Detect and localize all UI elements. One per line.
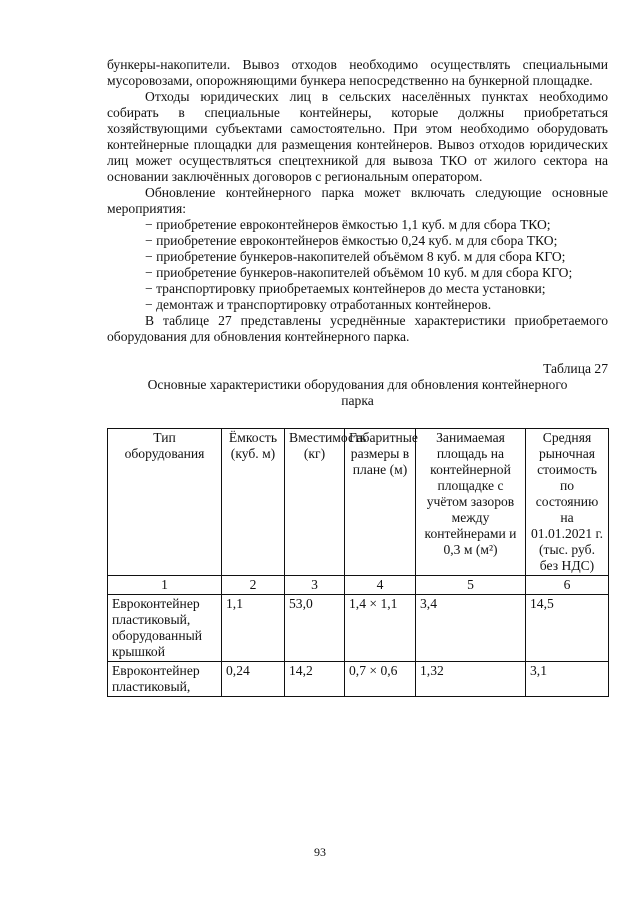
equipment-table	[107, 428, 609, 697]
table-cell: Евроконтейнер пластиковый,	[108, 662, 222, 697]
list-item: − приобретение евроконтейнеров ёмкостью 0,24 куб. м для сбора ТКО;	[145, 233, 558, 248]
table-cell: 0,24	[222, 662, 285, 697]
table-cell: Евроконтейнер пластиковый, оборудованный крышкой	[108, 595, 222, 662]
table-caption-number: Таблица 27	[543, 361, 608, 376]
list-item: − приобретение евроконтейнеров ёмкостью 1,1 куб. м для сбора ТКО;	[145, 217, 551, 232]
column-number: 5	[416, 576, 526, 595]
header-dimensions: Габаритные размеры в плане (м)	[345, 429, 416, 576]
header-type: Тип оборудования	[108, 429, 222, 576]
table-row	[108, 662, 609, 697]
column-number: 6	[526, 576, 609, 595]
column-number: 1	[108, 576, 222, 595]
table-cell: 14,5	[526, 595, 609, 662]
paragraph-1: бункеры-накопители. Вывоз отходов необходимо осуществлять специальными мусоровозами, опорожняющими бункера непосредственно на бункерной площадке.	[107, 57, 608, 88]
paragraph-3: Обновление контейнерного парка может включать следующие основные мероприятия:	[107, 185, 608, 216]
table-row	[108, 595, 609, 662]
paragraph-2: Отходы юридических лиц в сельских населённых пунктах необходимо собирать в специальные контейнеры, которые должны приобретаться хозяйствующими субъектами самостоятельно. При этом необходимо оборудовать контейнерные площадки для размещения контейнеров. Вывоз отходов юридических лиц может осуществляться спецтехникой для вывоза ТКО от жилого сектора на основании заключённых договоров с региональным оператором.	[107, 89, 608, 184]
column-number: 2	[222, 576, 285, 595]
table-cell: 1,1	[222, 595, 285, 662]
table-cell: 1,32	[416, 662, 526, 697]
table-header-row	[108, 429, 609, 576]
table-cell: 1,4 × 1,1	[345, 595, 416, 662]
paragraph-closing: В таблице 27 представлены усреднённые характеристики приобретаемого оборудования для обновления контейнерного парка.	[107, 313, 608, 344]
list-item: − демонтаж и транспортировку отработанных контейнеров.	[145, 297, 492, 312]
table-cell: 3,4	[416, 595, 526, 662]
column-number: 3	[285, 576, 345, 595]
list-item: − приобретение бункеров-накопителей объёмом 8 куб. м для сбора КГО;	[145, 249, 566, 264]
header-load: Вместимость (кг)	[285, 429, 345, 576]
table-cell: 0,7 × 0,6	[345, 662, 416, 697]
list-item: − приобретение бункеров-накопителей объёмом 10 куб. м для сбора КГО;	[145, 265, 573, 280]
measures-list	[107, 217, 608, 313]
table-cell: 53,0	[285, 595, 345, 662]
document-page	[107, 57, 608, 697]
column-number: 4	[345, 576, 416, 595]
page-number: 93	[314, 845, 326, 859]
table-column-numbers-row	[108, 576, 609, 595]
table-cell: 14,2	[285, 662, 345, 697]
header-cost: Средняя рыночная стоимость по состоянию на 01.01.2021 г. (тыс. руб. без НДС)	[526, 429, 609, 576]
list-item: − транспортировку приобретаемых контейнеров до места установки;	[145, 281, 546, 296]
header-capacity: Ёмкость (куб. м)	[222, 429, 285, 576]
header-area: Занимаемая площадь на контейнерной площадке с учётом зазоров между контейнерами и 0,3 м (м²)	[416, 429, 526, 576]
table-caption-title: Основные характеристики оборудования для обновления контейнерного парка	[147, 377, 568, 408]
table-cell: 3,1	[526, 662, 609, 697]
